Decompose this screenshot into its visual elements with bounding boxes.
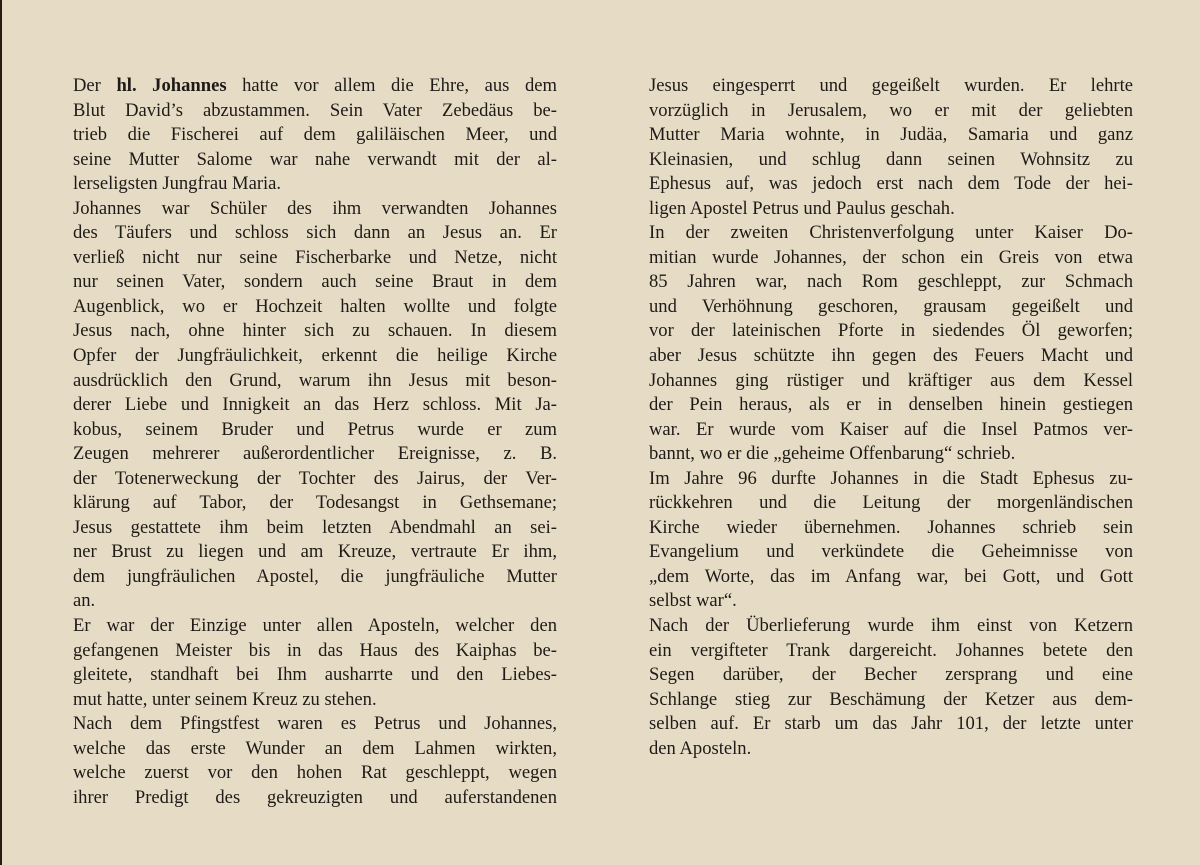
text-line: aber Jesus schützte ihn gegen des Feuers Macht und	[649, 345, 1133, 367]
text-line: selben auf. Er starb um das Jahr 101, der letzte unter	[649, 713, 1133, 735]
saint-name-bold: hl. Johannes	[116, 75, 227, 96]
text-line: dem jungfräulichen Apostel, die jungfräuliche Mutter	[73, 565, 557, 587]
text-line: verließ nicht nur seine Fischerbarke und Netze, nicht	[73, 246, 557, 268]
text-line: welche das erste Wunder an dem Lahmen wirkten,	[73, 737, 557, 759]
text-line: Nach der Überlieferung wurde ihm einst von Ketzern	[649, 615, 1133, 637]
text-line: Jesus gestattete ihm beim letzten Abendmahl an sei-	[73, 516, 557, 538]
text-line: Augenblick, wo er Hochzeit halten wollte und folgte	[73, 295, 557, 317]
text-line: trieb die Fischerei auf dem galiläischen Meer, und	[73, 124, 557, 146]
text-line: Nach dem Pfingstfest waren es Petrus und Johannes,	[73, 713, 557, 735]
text-line: lerseligsten Jungfrau Maria.	[73, 173, 282, 195]
text-line: Jesus eingesperrt und gegeißelt wurden. Er lehrte	[649, 75, 1133, 96]
text-line: In der zweiten Christenverfolgung unter Kaiser Do-	[649, 222, 1133, 244]
text-column-right	[649, 74, 1133, 761]
text-line: des Täufers und schloss sich dann an Jesus an. Er	[73, 222, 557, 244]
text-line: „dem Worte, das im Anfang war, bei Gott, und Gott	[649, 565, 1133, 587]
text-line: rückkehren und die Leitung der morgenländischen	[649, 492, 1133, 514]
text-line: Er war der Einzige unter allen Aposteln, welcher den	[73, 615, 557, 637]
text-line: ein vergifteter Trank dargereicht. Johannes betete den	[649, 639, 1133, 661]
text-line: den Aposteln.	[649, 737, 752, 759]
text-line: vor der lateinischen Pforte in siedendes Öl geworfen;	[649, 320, 1133, 342]
text-line: Zeugen mehrerer außerordentlicher Ereignisse, z. B.	[73, 443, 557, 465]
text-line: 85 Jahren war, nach Rom geschleppt, zur Schmach	[649, 271, 1133, 293]
text-line: ner Brust zu liegen und am Kreuze, vertraute Er ihm,	[73, 541, 557, 563]
text-line: ligen Apostel Petrus und Paulus geschah.	[649, 197, 955, 219]
text-line: kobus, seinem Bruder und Petrus wurde er zum	[73, 418, 557, 440]
text-line: Segen darüber, der Becher zersprang und eine	[649, 664, 1133, 686]
text-line: war. Er wurde vom Kaiser auf die Insel Patmos ver-	[649, 418, 1133, 440]
text-line: seine Mutter Salome war nahe verwandt mit der al-	[73, 148, 557, 170]
text-line: der Pein heraus, als er in denselben hinein gestiegen	[649, 394, 1133, 416]
text-line: Im Jahre 96 durfte Johannes in die Stadt Ephesus zu-	[649, 467, 1133, 489]
text-line: Blut David’s abzustammen. Sein Vater Zebedäus be-	[73, 99, 557, 121]
text-line: klärung auf Tabor, der Todesangst in Gethsemane;	[73, 492, 557, 514]
text-line: mitian wurde Johannes, der schon ein Greis von etwa	[649, 246, 1133, 268]
text-line: an.	[73, 590, 96, 612]
text-line: Johannes ging rüstiger und kräftiger aus dem Kessel	[649, 369, 1133, 391]
text-line: und Verhöhnung geschoren, grausam gegeißelt und	[649, 295, 1133, 317]
text-line: ausdrücklich den Grund, warum ihn Jesus mit beson-	[73, 369, 557, 391]
text-line: nur seinen Vater, sondern auch seine Braut in dem	[73, 271, 557, 293]
text-line: Opfer der Jungfräulichkeit, erkennt die heilige Kirche	[73, 345, 557, 367]
text-line: vorzüglich in Jerusalem, wo er mit der geliebten	[649, 99, 1133, 121]
text-line: gefangenen Meister bis in das Haus des Kaiphas be-	[73, 639, 557, 661]
text-line: Kirche wieder übernehmen. Johannes schrieb sein	[649, 516, 1133, 538]
text-line: ihrer Predigt des gekreuzigten und auferstandenen	[73, 786, 557, 808]
text-line: bannt, wo er die „geheime Offenbarung“ schrieb.	[649, 443, 1016, 465]
text-line: mut hatte, unter seinem Kreuz zu stehen.	[73, 688, 377, 710]
text-line: gleitete, standhaft bei Ihm ausharrte und den Liebes-	[73, 664, 557, 686]
text-fragment: Der	[73, 75, 117, 96]
text-fragment: hatte vor allem die Ehre, aus dem	[226, 75, 557, 96]
text-line: Mutter Maria wohnte, in Judäa, Samaria und ganz	[649, 124, 1133, 146]
text-line: Johannes war Schüler des ihm verwandten Johannes	[73, 197, 557, 219]
text-line	[73, 74, 557, 99]
text-line: Kleinasien, und schlug dann seinen Wohnsitz zu	[649, 148, 1133, 170]
text-line: welche zuerst vor den hohen Rat geschleppt, wegen	[73, 762, 557, 784]
text-line: Evangelium und verkündete die Geheimnisse von	[649, 541, 1133, 563]
text-line: selbst war“.	[649, 590, 737, 612]
text-line: Ephesus auf, was jedoch erst nach dem Tode der hei-	[649, 173, 1133, 195]
text-line: der Totenerweckung der Tochter des Jairus, der Ver-	[73, 467, 557, 489]
text-line: Schlange stieg zur Beschämung der Ketzer aus dem-	[649, 688, 1133, 710]
text-column-left	[73, 74, 557, 810]
text-line: derer Liebe und Innigkeit an das Herz schloss. Mit Ja-	[73, 394, 557, 416]
text-line: Jesus nach, ohne hinter sich zu schauen. In diesem	[73, 320, 557, 342]
